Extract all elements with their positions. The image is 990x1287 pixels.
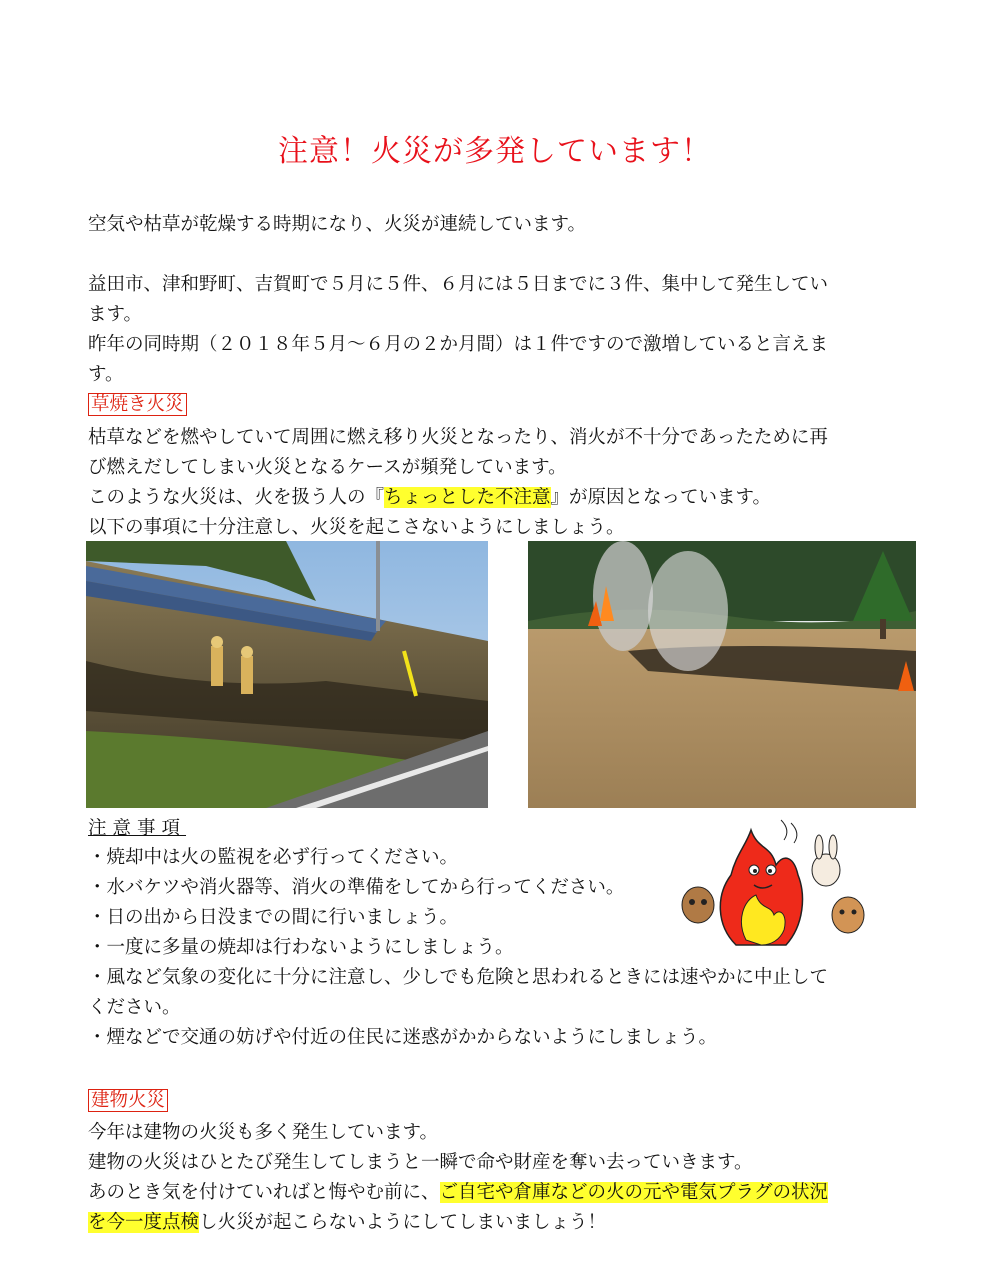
grass-line-4: 以下の事項に十分注意し、火災を起こさないようにしましょう。	[88, 517, 625, 538]
caution-item: ・煙などで交通の妨げや付近の住民に迷惑がかからないようにしましょう。	[88, 1027, 718, 1048]
grass-line-3-pre: このような火災は、火を扱う人の『	[88, 487, 385, 508]
caution-item: ・水バケツや消火器等、消火の準備をしてから行ってください。	[88, 877, 625, 898]
page-title: 注意！火災が多発しています！	[278, 134, 712, 169]
grass-line-1: 枯草などを燃やしていて周囲に燃え移り火災となったり、消火が不十分であったために再	[88, 427, 828, 448]
building-line-3-highlight: ご自宅や倉庫などの火の元や電気プラグの状況	[439, 1182, 829, 1203]
caution-item: ・風など気象の変化に十分に注意し、少しでも危険と思われるときには速やかに中止して	[88, 967, 829, 988]
cautions-heading	[88, 816, 186, 842]
grass-fire-heading-label: 草焼き火災	[88, 393, 187, 416]
caution-item: ・日の出から日没までの間に行いましょう。	[88, 907, 459, 928]
building-line-2: 建物の火災はひとたび発生してしまうと一瞬で命や財産を奪い去っていきます。	[88, 1152, 753, 1173]
grass-fire-heading	[88, 393, 187, 417]
intro-text: 空気や枯草が乾燥する時期になり、火災が連続しています。	[88, 214, 587, 235]
stats-line-2: ます。	[88, 304, 143, 325]
grass-line-3-post: 』が原因となっています。	[550, 487, 772, 508]
compare-line-2: す。	[88, 364, 124, 385]
building-fire-heading-label: 建物火災	[88, 1089, 168, 1112]
grass-line-3	[88, 483, 908, 513]
stats-line-1: 益田市、津和野町、吉賀町で５月に５件、６月には５日までに３件、集中して発生してい	[88, 274, 829, 295]
caution-item: ・焼却中は火の監視を必ず行ってください。	[88, 847, 459, 868]
building-line-4-post: し火災が起こらないようにしてしまいましょう！	[199, 1212, 607, 1233]
building-line-3-pre: あのとき気を付けていればと悔やむ前に、	[88, 1182, 440, 1203]
grass-line-2: び燃えだしてしまい火災となるケースが頻発しています。	[88, 457, 567, 478]
building-fire-heading	[88, 1089, 168, 1113]
building-line-4	[88, 1208, 908, 1238]
building-line-4-highlight: を今一度点検	[88, 1212, 200, 1233]
grass-line-3-highlight: ちょっとした不注意	[384, 487, 551, 508]
cautions-heading-label: 注意事項	[88, 818, 187, 839]
compare-line-1: 昨年の同時期（２０１８年５月～６月の２か月間）は１件ですので激増していると言えま	[88, 334, 829, 355]
caution-item: ・一度に多量の焼却は行わないようにしましょう。	[88, 937, 514, 958]
caution-item-continued: ください。	[88, 997, 181, 1018]
photo-firefighters-slope	[86, 541, 488, 808]
photo-burning-field	[528, 541, 916, 808]
building-line-3	[88, 1178, 908, 1208]
fire-character-illustration	[676, 815, 886, 955]
building-line-1: 今年は建物の火災も多く発生しています。	[88, 1122, 439, 1143]
